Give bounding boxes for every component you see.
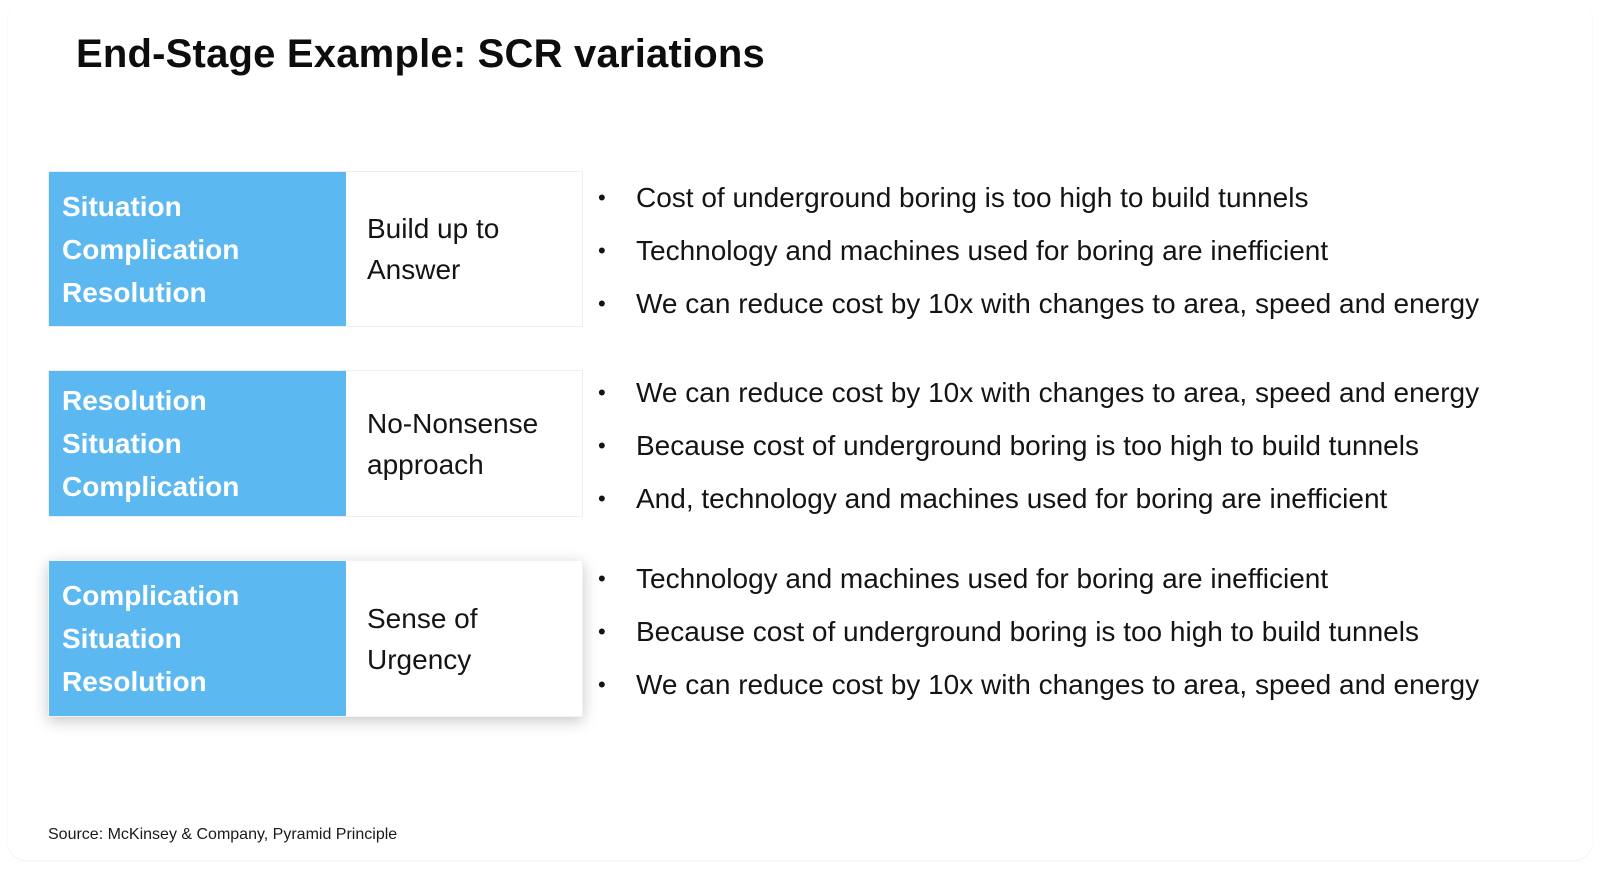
bullet-icon: • [598, 290, 606, 316]
bullet-list [591, 171, 1479, 330]
bullet-item [591, 472, 1479, 525]
bullet-item [591, 224, 1479, 277]
scr-description-box [346, 172, 582, 326]
scr-order-box [49, 172, 346, 326]
bullet-item [591, 277, 1479, 330]
bullet-text: We can reduce cost by 10x with changes to area, speed and energy [636, 287, 1480, 319]
bullet-icon: • [598, 565, 606, 591]
slide-title: End-Stage Example: SCR variations [76, 32, 766, 76]
scr-description: Build up to Answer [367, 213, 500, 285]
bullet-item [591, 552, 1479, 605]
order-step-3: Resolution [62, 276, 207, 308]
scr-description-box [346, 561, 582, 716]
bullet-icon: • [598, 184, 606, 210]
order-step-3: Complication [62, 471, 240, 502]
bullet-icon: • [598, 485, 606, 511]
scr-card-2 [48, 370, 583, 517]
bullet-item [591, 366, 1479, 419]
bullet-text: We can reduce cost by 10x with changes to area, speed and energy [636, 668, 1480, 700]
bullet-icon: • [598, 671, 606, 697]
scr-description-box [346, 371, 582, 516]
bullet-item [591, 605, 1479, 658]
source-citation: Source: McKinsey & Company, Pyramid Principle [48, 826, 398, 843]
bullet-icon: • [598, 432, 606, 458]
order-step-2: Situation [62, 623, 182, 654]
scr-order-box [49, 561, 346, 716]
bullet-item [591, 658, 1479, 711]
order-step-2: Situation [62, 428, 182, 459]
bullet-text: Because cost of underground boring is too high to build tunnels [636, 615, 1419, 647]
bullet-icon: • [598, 379, 606, 405]
order-step-2: Complication [62, 233, 240, 265]
scr-order-box [49, 371, 346, 516]
order-step-1: Resolution [62, 385, 207, 416]
bullet-text: Because cost of underground boring is too high to build tunnels [636, 429, 1419, 461]
bullet-text: We can reduce cost by 10x with changes to area, speed and energy [636, 376, 1480, 408]
bullet-item [591, 419, 1479, 472]
bullet-text: And, technology and machines used for boring are inefficient [636, 482, 1388, 514]
bullet-list [591, 366, 1479, 525]
bullet-text: Technology and machines used for boring are inefficient [636, 562, 1329, 594]
scr-description: Sense of Urgency [367, 602, 478, 675]
scr-description: No-Nonsense approach [367, 407, 539, 480]
scr-card-1 [48, 171, 583, 327]
bullet-icon: • [598, 618, 606, 644]
bullet-text: Technology and machines used for boring are inefficient [636, 234, 1329, 266]
order-step-3: Resolution [62, 666, 207, 697]
bullet-item [591, 171, 1479, 224]
scr-card-3 [48, 560, 583, 717]
bullet-icon: • [598, 237, 606, 263]
order-step-1: Complication [62, 580, 240, 611]
bullet-list [591, 552, 1479, 711]
order-step-1: Situation [62, 190, 182, 222]
bullet-text: Cost of underground boring is too high to build tunnels [636, 181, 1309, 213]
